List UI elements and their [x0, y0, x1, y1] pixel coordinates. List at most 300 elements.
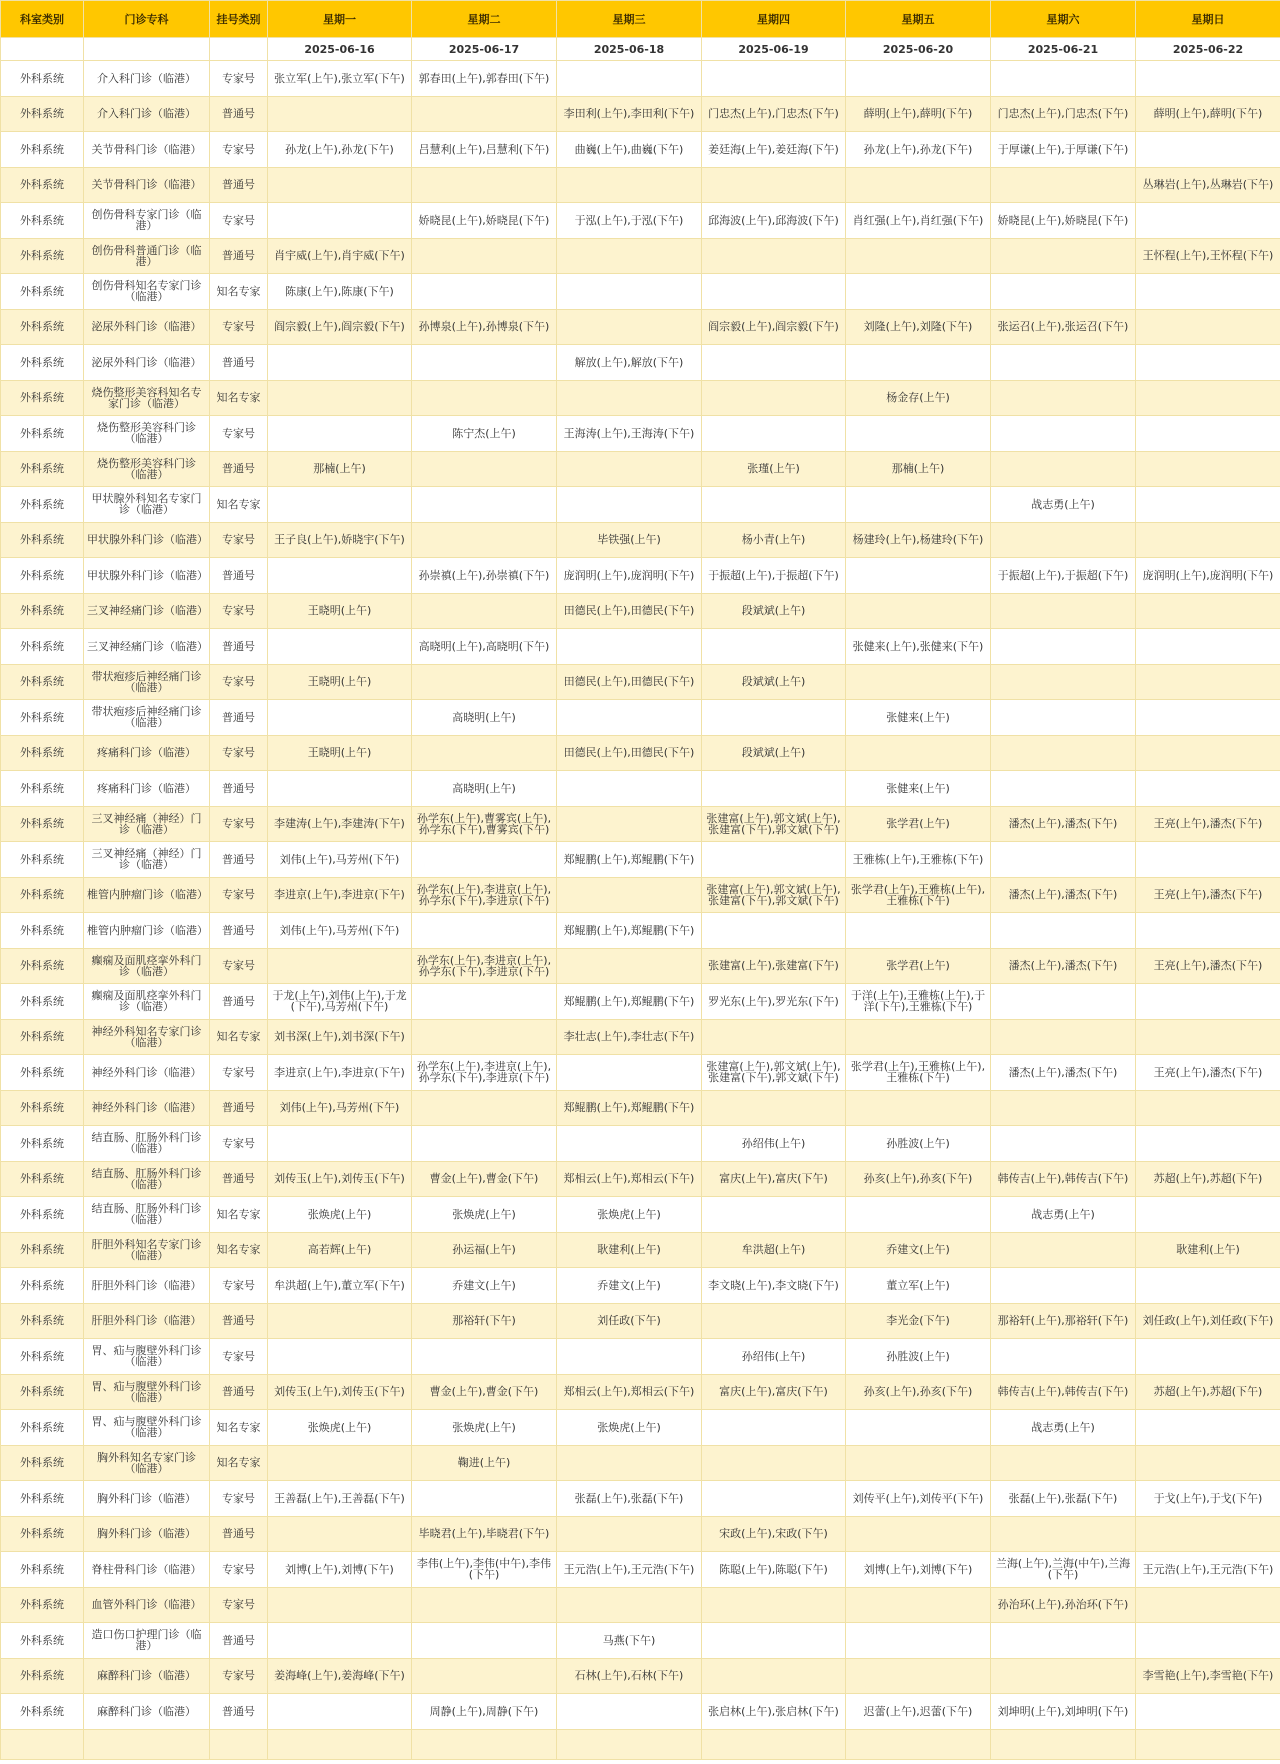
dept-cell: 外科系统 — [1, 1516, 84, 1552]
dept-cell: 外科系统 — [1, 842, 84, 878]
table-row — [1, 96, 1280, 132]
clinic-cell: 甲状腺外科门诊（临港） — [84, 522, 210, 558]
schedule-cell — [702, 1445, 846, 1481]
table-row — [1, 1587, 1280, 1623]
clinic-cell: 结直肠、肛肠外科门诊（临港） — [84, 1197, 210, 1233]
schedule-cell: 杨建玲(上午),杨建玲(下午) — [846, 522, 991, 558]
schedule-cell: 张建富(上午),郭文斌(上午),张建富(下午),郭文斌(下午) — [702, 1055, 846, 1091]
schedule-cell: 孙学东(上午),李进京(上午),孙学东(下午),李进京(下午) — [412, 877, 557, 913]
schedule-cell: 张建富(上午),张建富(下午) — [702, 948, 846, 984]
schedule-cell: 周静(上午),周静(下午) — [412, 1694, 557, 1730]
schedule-cell: 张立军(上午),张立军(下午) — [268, 61, 412, 97]
dept-cell: 外科系统 — [1, 1410, 84, 1446]
schedule-cell — [991, 1445, 1136, 1481]
dept-cell: 外科系统 — [1, 1658, 84, 1694]
schedule-cell — [412, 96, 557, 132]
clinic-cell: 带状疱疹后神经痛门诊（临港） — [84, 664, 210, 700]
schedule-cell: 郑相云(上午),郑相云(下午) — [557, 1374, 702, 1410]
schedule-cell — [702, 1019, 846, 1055]
clinic-cell: 三叉神经痛门诊（临港） — [84, 593, 210, 629]
schedule-cell — [846, 238, 991, 274]
schedule-cell: 潘杰(上午),潘杰(下午) — [991, 1055, 1136, 1091]
table-row — [1, 1658, 1280, 1694]
table-row — [1, 664, 1280, 700]
table-row — [1, 1552, 1280, 1588]
dept-cell: 外科系统 — [1, 735, 84, 771]
schedule-cell: 张焕虎(上午) — [268, 1410, 412, 1446]
schedule-cell: 解放(上午),解放(下午) — [557, 345, 702, 381]
schedule-cell: 张磊(上午),张磊(下午) — [991, 1481, 1136, 1517]
dept-cell: 外科系统 — [1, 1232, 84, 1268]
schedule-cell: 张焕虎(上午) — [557, 1410, 702, 1446]
schedule-cell: 张学君(上午) — [846, 948, 991, 984]
schedule-cell: 薛明(上午),薛明(下午) — [846, 96, 991, 132]
dept-cell: 外科系统 — [1, 522, 84, 558]
schedule-cell: 毕铁强(上午) — [557, 522, 702, 558]
schedule-cell — [1136, 771, 1280, 807]
date-cell-empty — [210, 38, 268, 61]
schedule-cell — [268, 771, 412, 807]
schedule-cell: 李文晓(上午),李文晓(下午) — [702, 1268, 846, 1304]
schedule-cell: 于洋(上午),王雅栋(上午),于洋(下午),王雅栋(下午) — [846, 984, 991, 1020]
schedule-cell — [412, 913, 557, 949]
reg-type-cell: 专家号 — [210, 132, 268, 168]
clinic-cell: 烧伤整形美容科门诊（临港） — [84, 451, 210, 487]
clinic-cell: 三叉神经痛（神经）门诊（临港） — [84, 806, 210, 842]
clinic-cell: 胸外科门诊（临港） — [84, 1481, 210, 1517]
clinic-cell: 胃、疝与腹壁外科门诊（临港） — [84, 1339, 210, 1375]
schedule-cell — [846, 1197, 991, 1233]
schedule-cell: 张建富(上午),郭文斌(上午),张建富(下午),郭文斌(下午) — [702, 806, 846, 842]
schedule-cell — [412, 664, 557, 700]
schedule-cell — [1136, 700, 1280, 736]
dept-cell: 外科系统 — [1, 593, 84, 629]
col-header-day: 星期五 — [846, 1, 991, 38]
reg-type-cell: 专家号 — [210, 1339, 268, 1375]
schedule-cell — [846, 61, 991, 97]
schedule-cell: 李建涛(上午),李建涛(下午) — [268, 806, 412, 842]
schedule-cell — [1136, 984, 1280, 1020]
table-row — [1, 806, 1280, 842]
schedule-cell: 王亮(上午),潘杰(下午) — [1136, 877, 1280, 913]
schedule-cell: 张焕虎(上午) — [268, 1197, 412, 1233]
reg-type-cell: 普通号 — [210, 167, 268, 203]
table-row — [1, 1268, 1280, 1304]
schedule-cell — [1136, 487, 1280, 523]
clinic-cell: 肝胆外科门诊（临港） — [84, 1268, 210, 1304]
col-header-reg: 挂号类别 — [210, 1, 268, 38]
schedule-cell — [412, 1126, 557, 1162]
clinic-cell: 胃、疝与腹壁外科门诊（临港） — [84, 1410, 210, 1446]
table-row — [1, 1055, 1280, 1091]
schedule-cell: 张健来(上午),张健来(下午) — [846, 629, 991, 665]
date-cell: 2025-06-16 — [268, 38, 412, 61]
schedule-cell: 郑鲲鹏(上午),郑鲲鹏(下午) — [557, 842, 702, 878]
dept-cell: 外科系统 — [1, 1055, 84, 1091]
table-row — [1, 842, 1280, 878]
dept-cell: 外科系统 — [1, 1303, 84, 1339]
clinic-cell: 创伤骨科专家门诊（临港） — [84, 203, 210, 239]
schedule-cell — [557, 806, 702, 842]
schedule-cell: 陈康(上午),陈康(下午) — [268, 274, 412, 310]
schedule-cell — [702, 1197, 846, 1233]
schedule-cell: 王善磊(上午),王善磊(下午) — [268, 1481, 412, 1517]
clinic-cell: 疼痛科门诊（临港） — [84, 771, 210, 807]
schedule-cell — [991, 238, 1136, 274]
schedule-cell: 杨金存(上午) — [846, 380, 991, 416]
col-header-clinic: 门诊专科 — [84, 1, 210, 38]
schedule-cell: 宋政(上午),宋政(下午) — [702, 1516, 846, 1552]
schedule-cell: 战志勇(上午) — [991, 487, 1136, 523]
schedule-cell — [991, 1339, 1136, 1375]
schedule-cell — [557, 1339, 702, 1375]
schedule-cell: 于振超(上午),于振超(下午) — [991, 558, 1136, 594]
schedule-cell — [268, 1516, 412, 1552]
schedule-cell: 马燕(下午) — [557, 1623, 702, 1659]
dept-cell: 外科系统 — [1, 984, 84, 1020]
schedule-cell — [846, 1516, 991, 1552]
schedule-cell — [557, 380, 702, 416]
reg-type-cell: 专家号 — [210, 1552, 268, 1588]
schedule-cell — [412, 1658, 557, 1694]
schedule-cell — [702, 771, 846, 807]
schedule-cell — [702, 345, 846, 381]
empty-cell — [1136, 1729, 1280, 1759]
schedule-cell: 张瑾(上午) — [702, 451, 846, 487]
schedule-cell — [557, 487, 702, 523]
schedule-cell — [991, 167, 1136, 203]
schedule-cell: 娇晓昆(上午),娇晓昆(下午) — [412, 203, 557, 239]
schedule-cell: 潘杰(上午),潘杰(下午) — [991, 806, 1136, 842]
schedule-cell: 王亮(上午),潘杰(下午) — [1136, 948, 1280, 984]
schedule-cell — [268, 1623, 412, 1659]
schedule-cell: 庞润明(上午),庞润明(下午) — [557, 558, 702, 594]
schedule-cell: 王子良(上午),娇晓宇(下午) — [268, 522, 412, 558]
clinic-cell: 神经外科门诊（临港） — [84, 1055, 210, 1091]
col-header-day: 星期一 — [268, 1, 412, 38]
schedule-cell — [1136, 309, 1280, 345]
table-row — [1, 1019, 1280, 1055]
reg-type-cell: 知名专家 — [210, 1232, 268, 1268]
table-row — [1, 167, 1280, 203]
schedule-cell — [557, 167, 702, 203]
schedule-cell — [702, 274, 846, 310]
schedule-cell: 于振超(上午),于振超(下午) — [702, 558, 846, 594]
schedule-cell — [846, 416, 991, 452]
schedule-cell — [557, 309, 702, 345]
header-row — [1, 1, 1280, 38]
schedule-cell: 高若辉(上午) — [268, 1232, 412, 1268]
schedule-cell — [268, 416, 412, 452]
empty-cell — [1, 1729, 84, 1759]
col-header-day: 星期三 — [557, 1, 702, 38]
schedule-cell: 李光金(下午) — [846, 1303, 991, 1339]
col-header-day: 星期二 — [412, 1, 557, 38]
clinic-cell: 麻醉科门诊（临港） — [84, 1658, 210, 1694]
dept-cell: 外科系统 — [1, 913, 84, 949]
schedule-cell — [412, 1019, 557, 1055]
table-row — [1, 132, 1280, 168]
schedule-cell: 孙学东(上午),李进京(上午),孙学东(下午),李进京(下午) — [412, 1055, 557, 1091]
table-row — [1, 593, 1280, 629]
reg-type-cell: 普通号 — [210, 700, 268, 736]
schedule-cell — [991, 451, 1136, 487]
schedule-cell — [846, 735, 991, 771]
schedule-cell: 张焕虎(上午) — [412, 1410, 557, 1446]
schedule-cell: 张学君(上午) — [846, 806, 991, 842]
schedule-cell — [1136, 1623, 1280, 1659]
schedule-cell — [991, 380, 1136, 416]
schedule-cell: 曹金(上午),曹金(下午) — [412, 1374, 557, 1410]
dept-cell: 外科系统 — [1, 487, 84, 523]
schedule-cell — [268, 1445, 412, 1481]
empty-cell — [557, 1729, 702, 1759]
dept-cell: 外科系统 — [1, 771, 84, 807]
schedule-cell: 于龙(上午),刘伟(上午),于龙(下午),马芳州(下午) — [268, 984, 412, 1020]
schedule-cell: 门忠杰(上午),门忠杰(下午) — [991, 96, 1136, 132]
schedule-cell: 曹金(上午),曹金(下午) — [412, 1161, 557, 1197]
schedule-cell — [846, 1587, 991, 1623]
schedule-cell — [1136, 1126, 1280, 1162]
schedule-cell — [1136, 1694, 1280, 1730]
schedule-cell — [702, 61, 846, 97]
dept-cell: 外科系统 — [1, 167, 84, 203]
reg-type-cell: 专家号 — [210, 948, 268, 984]
schedule-cell: 富庆(上午),富庆(下午) — [702, 1374, 846, 1410]
dept-cell: 外科系统 — [1, 1481, 84, 1517]
reg-type-cell: 专家号 — [210, 664, 268, 700]
schedule-cell: 于泓(上午),于泓(下午) — [557, 203, 702, 239]
reg-type-cell: 普通号 — [210, 345, 268, 381]
table-row-empty — [1, 1729, 1280, 1759]
schedule-cell: 王晓明(上午) — [268, 593, 412, 629]
reg-type-cell: 专家号 — [210, 1055, 268, 1091]
schedule-cell: 刘传平(上午),刘传平(下午) — [846, 1481, 991, 1517]
schedule-cell — [1136, 132, 1280, 168]
reg-type-cell: 普通号 — [210, 1161, 268, 1197]
schedule-cell — [991, 1658, 1136, 1694]
schedule-cell — [268, 629, 412, 665]
schedule-cell: 刘博(上午),刘博(下午) — [268, 1552, 412, 1588]
schedule-cell — [846, 1445, 991, 1481]
reg-type-cell: 专家号 — [210, 1126, 268, 1162]
schedule-cell: 耿建利(上午) — [1136, 1232, 1280, 1268]
schedule-cell — [557, 771, 702, 807]
schedule-cell — [557, 877, 702, 913]
schedule-cell — [268, 1694, 412, 1730]
clinic-cell: 结直肠、肛肠外科门诊（临港） — [84, 1126, 210, 1162]
schedule-cell: 庞润明(上午),庞润明(下午) — [1136, 558, 1280, 594]
clinic-cell: 麻醉科门诊（临港） — [84, 1694, 210, 1730]
clinic-cell: 神经外科知名专家门诊（临港） — [84, 1019, 210, 1055]
schedule-body — [1, 61, 1280, 1760]
schedule-cell: 田德民(上午),田德民(下午) — [557, 664, 702, 700]
schedule-cell: 毕晓君(上午),毕晓君(下午) — [412, 1516, 557, 1552]
schedule-cell: 王亮(上午),潘杰(下午) — [1136, 1055, 1280, 1091]
dept-cell: 外科系统 — [1, 309, 84, 345]
dept-cell: 外科系统 — [1, 1197, 84, 1233]
dept-cell: 外科系统 — [1, 451, 84, 487]
table-row — [1, 1090, 1280, 1126]
reg-type-cell: 知名专家 — [210, 1197, 268, 1233]
schedule-cell — [991, 345, 1136, 381]
table-row — [1, 629, 1280, 665]
schedule-cell — [991, 274, 1136, 310]
schedule-cell — [268, 487, 412, 523]
schedule-cell — [991, 1232, 1136, 1268]
clinic-cell: 癫痫及面肌痉挛外科门诊（临港） — [84, 948, 210, 984]
empty-cell — [412, 1729, 557, 1759]
dept-cell: 外科系统 — [1, 664, 84, 700]
schedule-cell: 张学君(上午),王雅栋(上午),王雅栋(下午) — [846, 1055, 991, 1091]
table-row — [1, 948, 1280, 984]
schedule-cell: 那裕轩(下午) — [412, 1303, 557, 1339]
schedule-cell — [412, 1623, 557, 1659]
schedule-cell — [412, 735, 557, 771]
dept-cell: 外科系统 — [1, 1623, 84, 1659]
schedule-cell: 李进京(上午),李进京(下午) — [268, 1055, 412, 1091]
schedule-cell — [991, 1623, 1136, 1659]
table-row — [1, 487, 1280, 523]
schedule-cell — [991, 735, 1136, 771]
schedule-cell — [846, 1019, 991, 1055]
schedule-cell — [846, 558, 991, 594]
schedule-cell: 那楠(上午) — [846, 451, 991, 487]
schedule-cell — [268, 1303, 412, 1339]
reg-type-cell: 专家号 — [210, 203, 268, 239]
schedule-cell — [702, 1090, 846, 1126]
schedule-cell — [557, 700, 702, 736]
schedule-cell — [702, 913, 846, 949]
schedule-cell — [557, 238, 702, 274]
reg-type-cell: 知名专家 — [210, 1019, 268, 1055]
schedule-cell: 王晓明(上午) — [268, 735, 412, 771]
reg-type-cell: 普通号 — [210, 913, 268, 949]
reg-type-cell: 专家号 — [210, 1481, 268, 1517]
schedule-cell — [412, 1587, 557, 1623]
dept-cell: 外科系统 — [1, 61, 84, 97]
schedule-cell — [1136, 416, 1280, 452]
table-row — [1, 1374, 1280, 1410]
schedule-cell: 段斌斌(上午) — [702, 664, 846, 700]
schedule-cell: 刘伟(上午),马芳州(下午) — [268, 842, 412, 878]
clinic-cell: 三叉神经痛门诊（临港） — [84, 629, 210, 665]
reg-type-cell: 专家号 — [210, 806, 268, 842]
clinic-cell: 结直肠、肛肠外科门诊（临港） — [84, 1161, 210, 1197]
table-row — [1, 1126, 1280, 1162]
date-cell-empty — [84, 38, 210, 61]
schedule-cell: 张建富(上午),郭文斌(上午),张建富(下午),郭文斌(下午) — [702, 877, 846, 913]
table-row — [1, 345, 1280, 381]
clinic-cell: 脊柱骨科门诊（临港） — [84, 1552, 210, 1588]
reg-type-cell: 普通号 — [210, 558, 268, 594]
clinic-cell: 胃、疝与腹壁外科门诊（临港） — [84, 1374, 210, 1410]
reg-type-cell: 专家号 — [210, 1658, 268, 1694]
dept-cell: 外科系统 — [1, 1090, 84, 1126]
schedule-cell — [1136, 1410, 1280, 1446]
schedule-cell: 张磊(上午),张磊(下午) — [557, 1481, 702, 1517]
schedule-cell — [991, 913, 1136, 949]
schedule-cell — [557, 61, 702, 97]
schedule-cell: 张焕虎(上午) — [412, 1197, 557, 1233]
schedule-cell: 富庆(上午),富庆(下午) — [702, 1161, 846, 1197]
schedule-cell: 田德民(上午),田德民(下午) — [557, 593, 702, 629]
schedule-cell — [268, 167, 412, 203]
schedule-cell: 郑鲲鹏(上午),郑鲲鹏(下午) — [557, 913, 702, 949]
schedule-cell — [268, 1126, 412, 1162]
empty-cell — [84, 1729, 210, 1759]
table-row — [1, 1481, 1280, 1517]
schedule-cell: 乔建文(上午) — [412, 1268, 557, 1304]
schedule-cell: 王晓明(上午) — [268, 664, 412, 700]
schedule-cell — [1136, 1516, 1280, 1552]
clinic-cell: 泌尿外科门诊（临港） — [84, 345, 210, 381]
schedule-cell — [1136, 629, 1280, 665]
schedule-cell — [1136, 1019, 1280, 1055]
reg-type-cell: 普通号 — [210, 1090, 268, 1126]
schedule-cell: 乔建文(上午) — [846, 1232, 991, 1268]
clinic-cell: 介入科门诊（临港） — [84, 61, 210, 97]
schedule-cell — [1136, 1197, 1280, 1233]
dept-cell: 外科系统 — [1, 700, 84, 736]
reg-type-cell: 专家号 — [210, 1587, 268, 1623]
schedule-cell — [846, 274, 991, 310]
schedule-cell — [1136, 842, 1280, 878]
schedule-cell: 孙崇禛(上午),孙崇禛(下午) — [412, 558, 557, 594]
schedule-cell — [991, 1126, 1136, 1162]
dept-cell: 外科系统 — [1, 558, 84, 594]
schedule-cell — [702, 416, 846, 452]
schedule-cell — [268, 948, 412, 984]
schedule-cell: 郑鲲鹏(上午),郑鲲鹏(下午) — [557, 1090, 702, 1126]
schedule-cell: 刘书深(上午),刘书深(下午) — [268, 1019, 412, 1055]
schedule-cell: 王元浩(上午),王元浩(下午) — [557, 1552, 702, 1588]
col-header-dept: 科室类别 — [1, 1, 84, 38]
schedule-cell — [557, 629, 702, 665]
table-row — [1, 700, 1280, 736]
schedule-cell: 刘传玉(上午),刘传玉(下午) — [268, 1374, 412, 1410]
table-row — [1, 309, 1280, 345]
reg-type-cell: 普通号 — [210, 1303, 268, 1339]
col-header-day: 星期四 — [702, 1, 846, 38]
date-cell-empty — [1, 38, 84, 61]
schedule-cell: 阎宗毅(上午),阎宗毅(下午) — [702, 309, 846, 345]
schedule-cell — [991, 984, 1136, 1020]
empty-cell — [846, 1729, 991, 1759]
schedule-cell — [268, 345, 412, 381]
schedule-cell — [991, 664, 1136, 700]
empty-cell — [702, 1729, 846, 1759]
schedule-cell — [412, 842, 557, 878]
schedule-cell — [412, 593, 557, 629]
schedule-cell — [412, 345, 557, 381]
schedule-cell: 孙龙(上午),孙龙(下午) — [268, 132, 412, 168]
schedule-cell: 刘伟(上午),马芳州(下午) — [268, 1090, 412, 1126]
table-row — [1, 1410, 1280, 1446]
table-row — [1, 522, 1280, 558]
schedule-cell — [1136, 664, 1280, 700]
schedule-cell — [1136, 735, 1280, 771]
schedule-cell: 门忠杰(上午),门忠杰(下午) — [702, 96, 846, 132]
schedule-cell: 王海涛(上午),王海涛(下午) — [557, 416, 702, 452]
clinic-cell: 血管外科门诊（临港） — [84, 1587, 210, 1623]
schedule-cell: 刘坤明(上午),刘坤明(下午) — [991, 1694, 1136, 1730]
schedule-cell: 肖红强(上午),肖红强(下午) — [846, 203, 991, 239]
clinic-cell: 椎管内肿瘤门诊（临港） — [84, 913, 210, 949]
schedule-cell — [846, 1658, 991, 1694]
schedule-cell — [702, 700, 846, 736]
schedule-cell: 郑相云(上午),郑相云(下午) — [557, 1161, 702, 1197]
